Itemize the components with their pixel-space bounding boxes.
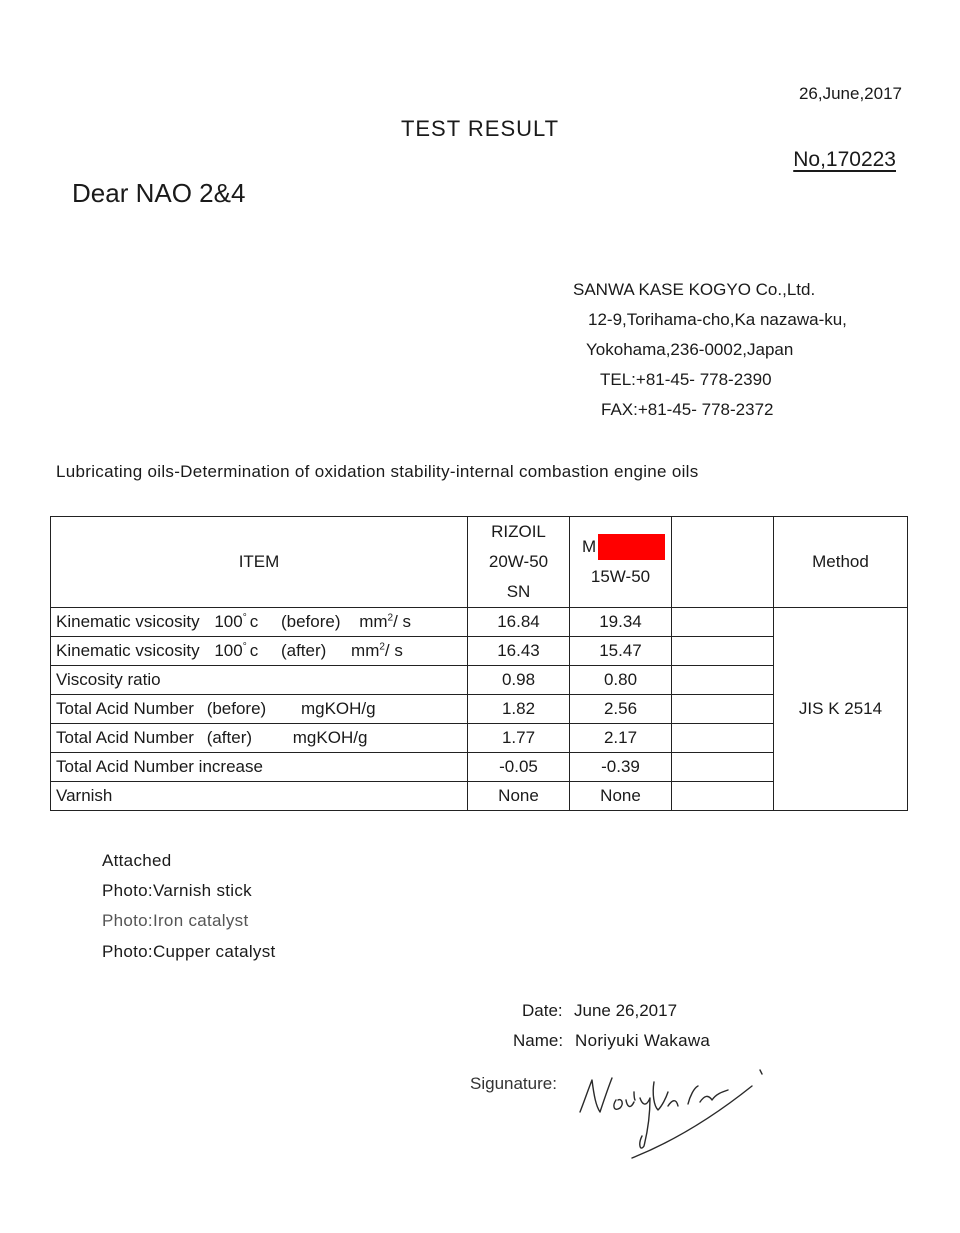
sample2-value: 0.80 [570,666,672,695]
date-label: Date: [522,1001,563,1020]
item-label: Total Acid Number increase [56,757,263,776]
item-unit: mgKOH/g [292,728,368,747]
sample2-value: 15.47 [570,637,672,666]
temperature-unit: c [249,641,259,660]
table-row [51,608,908,637]
empty-cell [672,666,774,695]
handwritten-signature [572,1062,772,1162]
document-title: TEST RESULT [400,116,560,141]
unit-exponent: 2 [379,641,385,653]
item-cell [51,782,468,811]
greeting: Dear NAO 2&4 [72,178,246,208]
item-unit: mgKOH/g [300,699,376,718]
degree-mark: ° [242,612,247,624]
sample2-value: 2.56 [570,695,672,724]
attachment-item: Photo:Cupper catalyst [102,942,276,961]
sample1-value: 0.98 [468,666,570,695]
item-label: Total Acid Number [56,728,194,747]
temperature: 100 [214,612,243,631]
sample1-value: None [468,782,570,811]
sample1-line2: 20W-50 [488,552,549,571]
item-cell [51,608,468,637]
header-item: ITEM [51,517,468,608]
item-cell [51,724,468,753]
item-label: Total Acid Number [56,699,194,718]
temperature: 100 [214,641,243,660]
empty-cell [672,782,774,811]
company-address-line1: 12-9,Torihama-cho,Ka nazawa-ku, [588,310,847,329]
sample1-value: 16.43 [468,637,570,666]
company-fax: FAX:+81-45- 778-2372 [601,400,774,419]
unit-base: mm [351,641,380,660]
sample2-value: 2.17 [570,724,672,753]
sample2-value: None [570,782,672,811]
sample2-grade: 15W-50 [590,567,651,586]
sample2-prefix: M [582,537,597,556]
attachment-item: Photo:Varnish stick [102,881,252,900]
item-cell [51,637,468,666]
document-number: No,170223 [793,148,896,171]
method-value: JIS K 2514 [774,608,908,811]
sample1-value: 16.84 [468,608,570,637]
empty-cell [672,753,774,782]
item-label: Kinematic vsicosity [56,612,200,631]
sample2-value: -0.39 [570,753,672,782]
header-sample1 [468,517,570,608]
temperature-unit: c [249,612,259,631]
sample1-line1: RIZOIL [491,522,546,541]
attachments-title: Attached [102,851,172,870]
sample1-value: 1.77 [468,724,570,753]
header-method: Method [774,517,908,608]
results-table [50,516,908,811]
item-label: Kinematic vsicosity [56,641,200,660]
empty-cell [672,724,774,753]
empty-cell [672,608,774,637]
sample1-value: 1.82 [468,695,570,724]
item-qualifier: (after) [206,728,253,747]
unit-exponent: 2 [387,612,394,624]
item-qualifier: (after) [280,641,327,660]
header-empty [672,517,774,608]
sample1-value: -0.05 [468,753,570,782]
unit-tail: / s [393,612,412,631]
item-cell [51,753,468,782]
empty-cell [672,695,774,724]
document-date: 26,June,2017 [798,84,902,103]
header-sample2 [570,517,672,608]
degree-mark: ° [242,641,247,653]
table-header-row [51,517,908,608]
sample2-value: 19.34 [570,608,672,637]
unit-base: mm [359,612,388,631]
company-name: SANWA KASE KOGYO Co.,Ltd. [573,280,816,299]
item-qualifier: (before) [206,699,267,718]
empty-cell [672,637,774,666]
item-qualifier: (before) [280,612,341,631]
date-value: June 26,2017 [574,1001,678,1020]
name-value: Noriyuki Wakawa [575,1031,711,1050]
sample1-line3: SN [506,582,531,601]
company-tel: TEL:+81-45- 778-2390 [600,370,772,389]
test-subject: Lubricating oils-Determination of oxidation stability-internal combastion engine oils [56,462,699,481]
signature-label: Sigunature: [470,1074,557,1093]
unit-tail: / s [384,641,403,660]
item-label: Viscosity ratio [56,670,161,689]
item-cell [51,695,468,724]
name-label: Name: [513,1031,564,1050]
item-label: Varnish [56,786,113,805]
redaction-box [598,534,665,560]
company-address-line2: Yokohama,236-0002,Japan [586,340,794,359]
attachment-item: Photo:Iron catalyst [102,911,249,930]
item-cell [51,666,468,695]
